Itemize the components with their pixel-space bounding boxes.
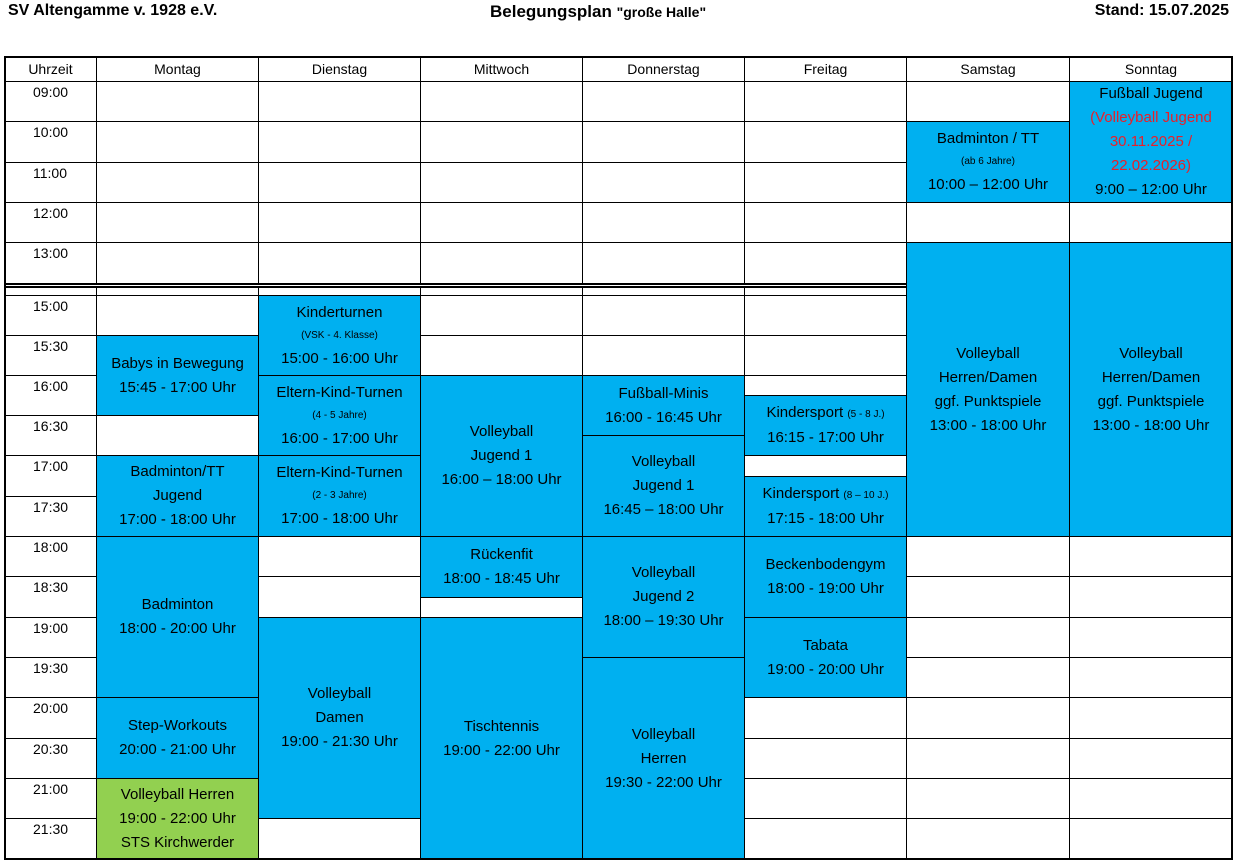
event-text-line: 17:00 - 18:00 Uhr (119, 511, 236, 528)
empty-slot (258, 202, 421, 243)
event-text-line: Herren/Damen (938, 368, 1038, 386)
event-text-line: Volleyball (1119, 344, 1183, 362)
event-text-line: 18:00 - 20:00 Uhr (119, 620, 236, 637)
time-label: 19:30 (4, 657, 97, 698)
event-text-line: Babys in Bewegung (111, 354, 244, 372)
empty-slot (1069, 576, 1233, 618)
event-text-line: Badminton/TT (130, 463, 225, 480)
empty-slot (1069, 617, 1233, 658)
event-text-line: 16:45 – 18:00 Uhr (603, 501, 724, 518)
event-text-line: Volleyball (631, 453, 696, 470)
event-text-line: 15:00 - 16:00 Uhr (281, 349, 398, 367)
time-label: 17:00 (4, 455, 97, 497)
event-text-line: Volleyball (631, 564, 696, 581)
event-text-line: ggf. Punktspiele (934, 392, 1042, 410)
event-block[interactable] (1069, 81, 1233, 203)
event-text-line: 19:00 - 21:30 Uhr (281, 733, 398, 750)
event-text-line: 30.11.2025 / (1109, 133, 1193, 150)
empty-slot (96, 415, 259, 456)
empty-slot (744, 162, 907, 203)
empty-slot (744, 778, 907, 819)
event-block[interactable] (258, 455, 421, 537)
event-block[interactable] (96, 697, 259, 779)
event-text-line: ggf. Punktspiele (1097, 392, 1205, 410)
event-block[interactable] (906, 121, 1070, 203)
column-header-dienstag: Dienstag (258, 56, 421, 82)
event-block[interactable] (1069, 242, 1233, 537)
time-label: 09:00 (4, 81, 97, 122)
event-text-line: 10:00 – 12:00 Uhr (927, 176, 1049, 193)
event-block[interactable] (258, 617, 421, 819)
column-header-sonntag: Sonntag (1069, 56, 1233, 82)
event-text-line: Herren/Damen (1101, 368, 1201, 386)
empty-slot (744, 818, 907, 860)
event-block[interactable] (582, 435, 745, 537)
event-text-line: Jugend 1 (470, 447, 533, 464)
empty-slot (744, 202, 907, 243)
event-text-line: Jugend (152, 487, 203, 504)
empty-slot (582, 121, 745, 163)
event-block[interactable] (744, 395, 907, 456)
empty-slot (906, 81, 1070, 122)
empty-slot (420, 81, 583, 122)
column-header-donnerstag: Donnerstag (582, 56, 745, 82)
empty-slot (258, 536, 421, 577)
event-block[interactable] (96, 455, 259, 537)
event-block[interactable] (744, 476, 907, 538)
hall-name: "große Halle" (616, 4, 707, 20)
event-text-line: Volleyball (469, 423, 534, 440)
event-block[interactable] (96, 778, 259, 860)
time-label: 11:00 (4, 162, 97, 203)
event-text-line: Beckenbodengym (765, 556, 886, 573)
event-block[interactable] (582, 536, 745, 658)
empty-slot (906, 617, 1070, 658)
column-header-freitag: Freitag (744, 56, 907, 82)
event-text-line: Fußball-Minis (618, 384, 709, 402)
empty-slot (258, 576, 421, 618)
event-text-line: Jugend 1 (632, 477, 695, 494)
event-time: 16:15 - 17:00 Uhr (767, 429, 884, 446)
empty-slot (96, 162, 259, 203)
event-block[interactable] (420, 617, 583, 860)
event-note: (4 - 5 Jahre) (312, 409, 367, 421)
event-note: (5 - 8 J.) (847, 409, 885, 420)
empty-slot (744, 81, 907, 122)
column-header-time: Uhrzeit (4, 56, 97, 82)
empty-slot (744, 295, 907, 336)
event-block[interactable] (420, 536, 583, 598)
empty-slot (420, 202, 583, 243)
event-note: (VSK - 4. Klasse) (301, 329, 378, 341)
empty-slot (582, 81, 745, 122)
empty-slot (906, 536, 1070, 577)
event-text-line: Kinderturnen (296, 303, 383, 321)
event-title-line (766, 401, 884, 426)
event-block[interactable] (96, 335, 259, 416)
event-note: (8 – 10 J.) (843, 489, 889, 501)
event-text-line: Volleyball (956, 344, 1020, 362)
time-label: 13:00 (4, 242, 97, 296)
empty-slot (582, 335, 745, 376)
column-header-mittwoch: Mittwoch (420, 56, 583, 82)
time-label: 19:00 (4, 617, 97, 658)
empty-slot (582, 162, 745, 203)
event-text-line: Tischtennis (463, 717, 540, 735)
time-label: 21:00 (4, 778, 97, 819)
event-block[interactable] (96, 536, 259, 698)
empty-slot (582, 202, 745, 243)
empty-slot (744, 738, 907, 779)
event-text-line: 15:45 - 17:00 Uhr (119, 378, 236, 396)
empty-slot (1069, 818, 1233, 860)
event-text-line: Jugend 2 (632, 588, 695, 605)
empty-slot (906, 738, 1070, 779)
time-label: 20:00 (4, 697, 97, 739)
event-text-line: 18:00 - 18:45 Uhr (443, 569, 560, 587)
event-text-line: Volleyball Herren (120, 786, 235, 803)
time-label: 16:30 (4, 415, 97, 456)
event-text-line: Damen (315, 709, 364, 726)
event-text-line: 13:00 - 18:00 Uhr (1092, 416, 1210, 434)
time-label: 17:30 (4, 496, 97, 537)
empty-slot (420, 121, 583, 163)
time-label: 10:00 (4, 121, 97, 163)
event-text-line: 17:00 - 18:00 Uhr (281, 510, 398, 527)
event-text-line: Volleyball (307, 685, 372, 702)
empty-slot (906, 657, 1070, 698)
empty-slot (1069, 738, 1233, 779)
empty-slot (420, 295, 583, 336)
event-text-line: Step-Workouts (128, 717, 227, 734)
event-block[interactable] (258, 375, 421, 456)
event-text-line: 22.02.2026) (1110, 157, 1192, 174)
event-text-line: Eltern-Kind-Turnen (276, 383, 403, 401)
event-text-line: 16:00 - 16:45 Uhr (605, 408, 722, 426)
empty-slot (1069, 778, 1233, 819)
event-block[interactable] (906, 242, 1070, 537)
event-note: (ab 6 Jahre) (961, 156, 1015, 167)
event-text-line: Tabata (802, 636, 849, 654)
time-label: 15:00 (4, 295, 97, 336)
time-label: 16:00 (4, 375, 97, 416)
empty-slot (744, 121, 907, 163)
time-label: 15:30 (4, 335, 97, 376)
time-label: 18:00 (4, 536, 97, 577)
empty-slot (258, 121, 421, 163)
column-header-montag: Montag (96, 56, 259, 82)
event-block[interactable] (420, 375, 583, 537)
empty-slot (1069, 202, 1233, 243)
event-text-line: 19:00 - 22:00 Uhr (443, 741, 560, 759)
event-text-line: STS Kirchwerder (120, 834, 235, 851)
time-label: 20:30 (4, 738, 97, 779)
empty-slot (906, 576, 1070, 618)
event-text-line: 16:00 – 18:00 Uhr (441, 471, 562, 488)
empty-slot (906, 818, 1070, 860)
event-time: 17:15 - 18:00 Uhr (767, 509, 884, 527)
empty-slot (420, 335, 583, 376)
empty-slot (420, 162, 583, 203)
stand-date: Stand: 15.07.2025 (1094, 2, 1229, 19)
empty-slot (744, 335, 907, 376)
empty-slot (744, 697, 907, 739)
empty-slot (96, 121, 259, 163)
column-header-samstag: Samstag (906, 56, 1070, 82)
time-gap-separator (4, 283, 906, 288)
empty-slot (582, 295, 745, 336)
event-block[interactable] (582, 375, 745, 436)
empty-slot (258, 818, 421, 860)
empty-slot (96, 202, 259, 243)
event-text-line: 18:00 – 19:30 Uhr (603, 612, 724, 629)
event-text-line: 9:00 – 12:00 Uhr (1095, 181, 1207, 198)
event-block[interactable] (744, 536, 907, 618)
title-text: Belegungsplan (490, 2, 612, 21)
club-name: SV Altengamme v. 1928 e.V. (8, 2, 218, 19)
event-block[interactable] (258, 295, 421, 376)
empty-slot (906, 697, 1070, 739)
event-title: Kindersport (766, 404, 844, 421)
empty-slot (96, 295, 259, 336)
empty-slot (906, 778, 1070, 819)
empty-slot (1069, 697, 1233, 739)
event-text-line: Badminton (141, 596, 214, 613)
event-text-line: Rückenfit (470, 545, 533, 563)
event-text-line: Eltern-Kind-Turnen (276, 464, 403, 481)
event-text-line: 19:00 - 20:00 Uhr (767, 660, 884, 678)
event-note: (2 - 3 Jahre) (312, 490, 367, 501)
event-text-line: 18:00 - 19:00 Uhr (767, 580, 884, 597)
event-text-line: 13:00 - 18:00 Uhr (929, 416, 1047, 434)
event-block[interactable] (582, 657, 745, 860)
event-text-line: Fußball Jugend (1099, 85, 1203, 102)
event-title: Kindersport (762, 484, 840, 502)
time-label: 21:30 (4, 818, 97, 860)
event-text-line: (Volleyball Jugend (1090, 109, 1212, 126)
event-text-line: 19:00 - 22:00 Uhr (119, 810, 236, 827)
event-text-line: 20:00 - 21:00 Uhr (119, 741, 236, 758)
event-block[interactable] (744, 617, 907, 698)
empty-slot (906, 202, 1070, 243)
empty-slot (1069, 657, 1233, 698)
event-text-line: Badminton / TT (936, 130, 1040, 147)
event-text-line: 16:00 - 17:00 Uhr (281, 429, 398, 447)
time-label: 12:00 (4, 202, 97, 243)
event-title-line (763, 482, 889, 507)
empty-slot (1069, 536, 1233, 577)
empty-slot (258, 81, 421, 122)
event-text-line: 19:30 - 22:00 Uhr (605, 773, 722, 791)
event-text-line: Herren (640, 749, 687, 767)
empty-slot (258, 162, 421, 203)
empty-slot (96, 81, 259, 122)
event-text-line: Volleyball (631, 725, 696, 743)
time-label: 18:30 (4, 576, 97, 618)
